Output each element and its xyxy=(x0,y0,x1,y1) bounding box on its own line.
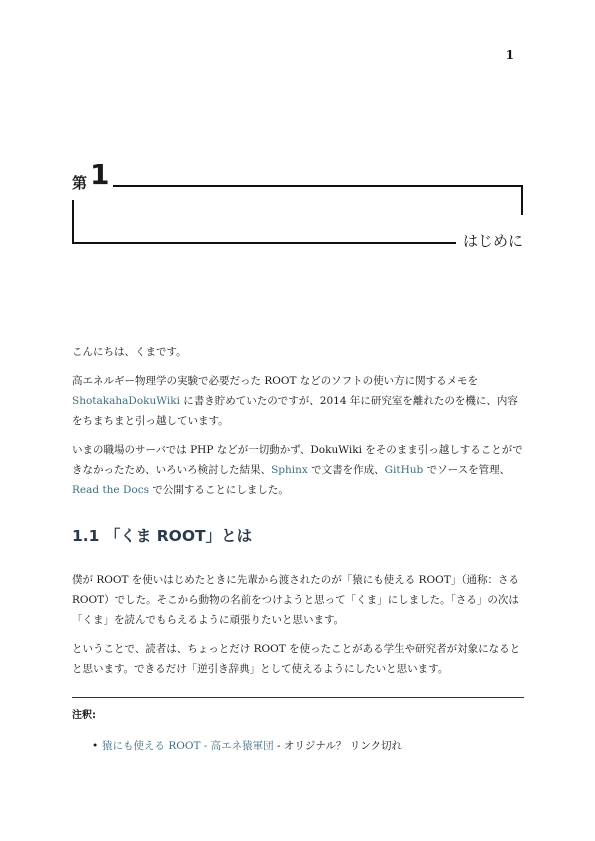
intro-text: いまの職場のサーバでは PHP などが一切動かず、DokuWiki をそのまま引っ越しすることができなかったため、いろいろ検討した結果、 xyxy=(72,444,523,476)
chapter-prefix: 第 xyxy=(72,174,88,192)
github-link[interactable]: GitHub xyxy=(384,464,424,476)
footnote-item xyxy=(72,736,524,756)
chapter-number: 1 xyxy=(90,158,110,191)
footnote-text: - オリジナル？ リンク切れ xyxy=(273,740,403,752)
page-number: 1 xyxy=(505,48,514,62)
chapter-rule-bottom xyxy=(72,242,456,244)
footnote-link[interactable]: 猿にも使える ROOT - 高エネ猿軍団 xyxy=(102,740,274,752)
chapter-title: はじめに xyxy=(462,232,523,250)
main-content xyxy=(72,342,524,756)
footnote-divider xyxy=(72,697,524,698)
chapter-rule-top xyxy=(113,185,523,187)
section-title: 1.1 「くま ROOT」とは xyxy=(72,527,253,545)
section-paragraph-2: ということで、読者は、ちょっとだけ ROOT を使ったことがある学生や研究者が対象になるとと思います。できるだけ「逆引き辞典」として使えるようにしたいと思います。 xyxy=(72,643,521,675)
intro-text: 高エネルギー物理学の実験で必要だった ROOT などのソフトの使い方に関するメモを xyxy=(72,375,479,387)
intro-text: でソースを管理、 xyxy=(423,464,511,476)
intro-text: で公開することにしました。 xyxy=(148,484,289,496)
intro-greeting: こんにちは、くまです。 xyxy=(72,346,187,358)
read-the-docs-link[interactable]: Read the Docs xyxy=(72,484,149,496)
sphinx-link[interactable]: Sphinx xyxy=(271,464,308,476)
shotakaha-dokuwiki-link[interactable]: ShotakahaDokuWiki xyxy=(72,395,180,407)
footnote-label: 注釈: xyxy=(72,710,96,721)
bullet-icon: • xyxy=(92,740,99,752)
intro-text: で文書を作成、 xyxy=(307,464,385,476)
chapter-rule-right xyxy=(521,185,523,215)
intro-text: に書き貯めていたのですが、2014 年に研究室を離れたのを機に、内容をちまちまと引っ越しています。 xyxy=(72,395,518,427)
intro-paragraph-2 xyxy=(72,371,524,431)
intro-paragraph-3 xyxy=(72,440,524,500)
chapter-rule-left xyxy=(72,200,74,244)
section-paragraph-1: 僕が ROOT を使いはじめたときに先輩から渡されたのが「猿にも使える ROOT」（通称：さる ROOT）でした。そこから動物の名前をつけようと思って「くま」にしました。「さる」の次は「くま」を読んでもらえるように頑張りたいと思います。 xyxy=(72,574,520,626)
